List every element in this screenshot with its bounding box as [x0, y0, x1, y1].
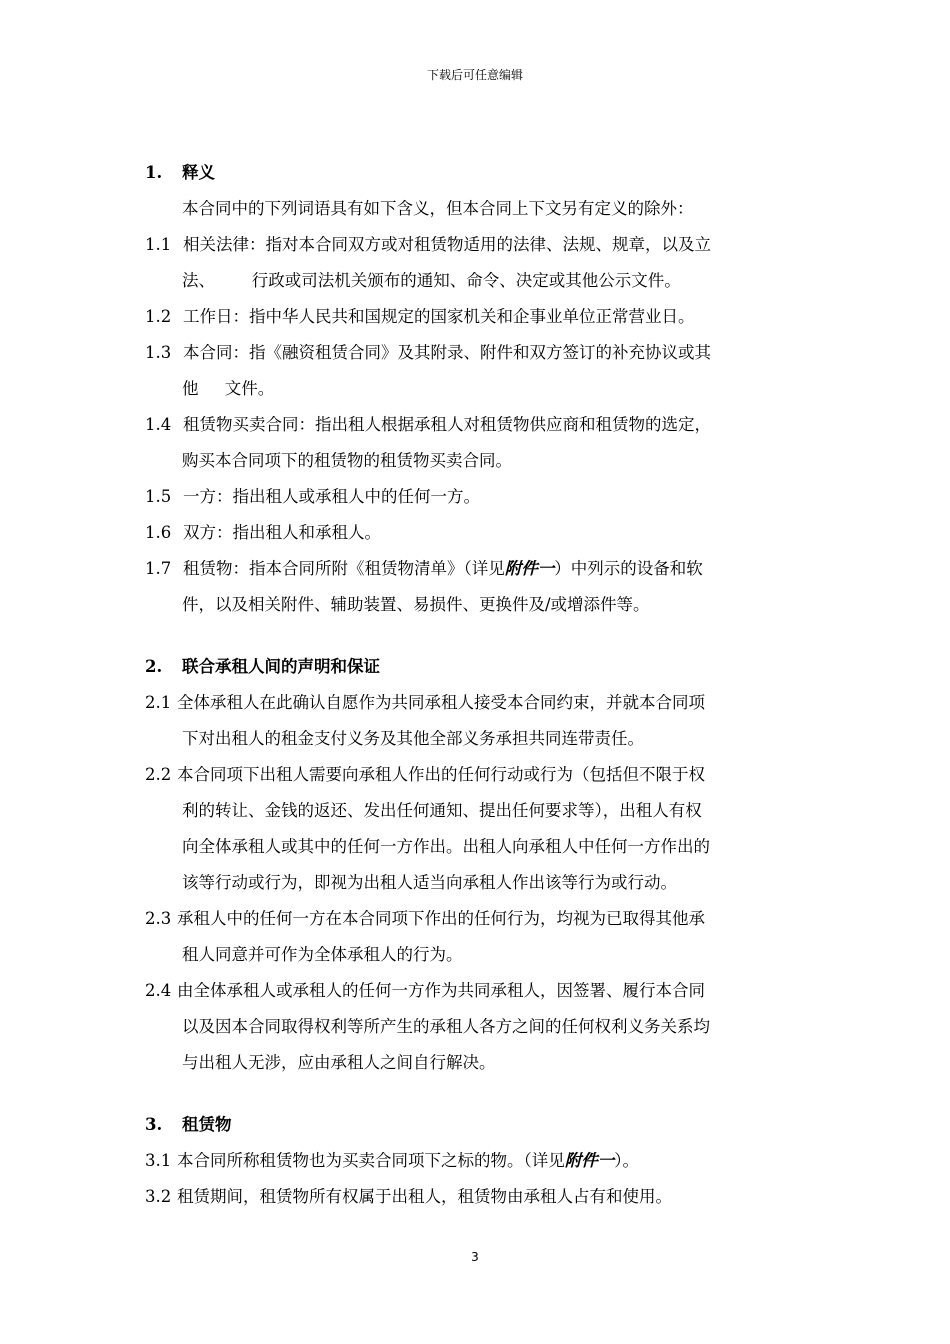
document-body [145, 155, 810, 1215]
clause-text [183, 551, 810, 587]
annex-reference: 附件一 [564, 1151, 615, 1170]
clause-text-continued: 利的转让、金钱的返还、发出任何通知、提出任何要求等），出租人有权 [182, 801, 702, 820]
clause-number: 3.1 [145, 1151, 172, 1170]
section-title [145, 649, 810, 685]
clause-3-2 [145, 1179, 810, 1215]
clause-1-2 [145, 299, 810, 335]
section-1 [145, 155, 810, 623]
clause-text: 双方：指出租人和承租人。 [183, 523, 381, 542]
clause-number: 1.1 [145, 235, 172, 254]
clause-number: 1.6 [145, 523, 172, 542]
clause-text-continued: 购买本合同项下的租赁物的租赁物买卖合同。 [182, 451, 512, 470]
section-2 [145, 649, 810, 1081]
clause-2-3 [145, 901, 810, 937]
clause-text-part: ）中列示的设备和软 [554, 559, 703, 578]
section-title [145, 1107, 810, 1143]
clause-text-continued: 向全体承租人或其中的任何一方作出。出租人向承租人中任何一方作出的 [182, 837, 710, 856]
clause-text-continued: 件，以及相关附件、辅助装置、易损件、更换件及/或增添件等。 [182, 595, 650, 614]
page-number: 3 [471, 1250, 479, 1264]
clause-text-continued: 下对出租人的租金支付义务及其他全部义务承担共同连带责任。 [182, 729, 644, 748]
page-header: 下载后可任意编辑 [426, 68, 523, 82]
clause-text-continued: 他 文件。 [182, 379, 275, 398]
section-number: 3. [145, 1115, 163, 1134]
clause-number: 2.2 [145, 765, 172, 784]
clause-text-continued: 与出租人无涉，应由承租人之间自行解决。 [182, 1053, 496, 1072]
clause-text-continued: 该等行动或行为，即视为出租人适当向承租人作出该等行为或行动。 [182, 873, 677, 892]
section-intro: 本合同中的下列词语具有如下含义，但本合同上下文另有定义的除外： [182, 199, 694, 218]
clause-2-4 [145, 973, 810, 1009]
clause-text-continued: 以及因本合同取得权利等所产生的承租人各方之间的任何权利义务关系均 [182, 1017, 710, 1036]
clause-text: 本合同项下出租人需要向承租人作出的任何行动或行为（包括但不限于权 [177, 765, 705, 784]
clause-text: 一方：指出租人或承租人中的任何一方。 [183, 487, 480, 506]
section-3 [145, 1107, 810, 1215]
clause-number: 1.7 [145, 559, 172, 578]
clause-number: 2.3 [145, 909, 172, 928]
clause-text: 由全体承租人或承租人的任何一方作为共同承租人，因签署、履行本合同 [177, 981, 705, 1000]
clause-1-5 [145, 479, 810, 515]
section-heading: 释义 [182, 163, 215, 182]
clause-text: 工作日：指中华人民共和国规定的国家机关和企事业单位正常营业日。 [183, 307, 695, 326]
clause-text: 承租人中的任何一方在本合同项下作出的任何行为，均视为已取得其他承 [177, 909, 705, 928]
clause-text-continued: 法、 行政或司法机关颁布的通知、命令、决定或其他公示文件。 [182, 271, 681, 290]
clause-1-7 [145, 551, 810, 587]
clause-number: 2.1 [145, 693, 172, 712]
clause-text-part: 本合同所称租赁物也为买卖合同项下之标的物。（详见 [177, 1151, 565, 1170]
section-title [145, 155, 810, 191]
clause-3-1 [145, 1143, 810, 1179]
clause-text: 本合同：指《融资租赁合同》及其附录、附件和双方签订的补充协议或其 [183, 343, 711, 362]
section-heading: 联合承租人间的声明和保证 [182, 657, 380, 676]
clause-text: 租赁期间，租赁物所有权属于出租人，租赁物由承租人占有和使用。 [177, 1187, 672, 1206]
clause-text: 租赁物买卖合同：指出租人根据承租人对租赁物供应商和租赁物的选定， [183, 415, 711, 434]
clause-number: 3.2 [145, 1187, 172, 1206]
clause-number: 1.4 [145, 415, 172, 434]
clause-text-part: ）。 [614, 1151, 639, 1170]
clause-text-continued: 租人同意并可作为全体承租人的行为。 [182, 945, 463, 964]
clause-1-6 [145, 515, 810, 551]
clause-number: 1.2 [145, 307, 172, 326]
clause-number: 2.4 [145, 981, 172, 1000]
clause-text: 相关法律：指对本合同双方或对租赁物适用的法律、法规、规章，以及立 [183, 235, 711, 254]
clause-1-4 [145, 407, 810, 443]
clause-number: 1.3 [145, 343, 172, 362]
clause-text [177, 1143, 810, 1179]
clause-2-2 [145, 757, 810, 793]
section-number: 2. [145, 657, 163, 676]
section-number: 1. [145, 163, 163, 182]
clause-1-3 [145, 335, 810, 371]
clause-1-1 [145, 227, 810, 263]
clause-text: 全体承租人在此确认自愿作为共同承租人接受本合同约束，并就本合同项 [177, 693, 705, 712]
clause-number: 1.5 [145, 487, 172, 506]
clause-2-1 [145, 685, 810, 721]
annex-reference: 附件一 [504, 559, 555, 578]
section-heading: 租赁物 [182, 1115, 232, 1134]
clause-text-part: 租赁物：指本合同所附《租赁物清单》（详见 [183, 559, 505, 578]
